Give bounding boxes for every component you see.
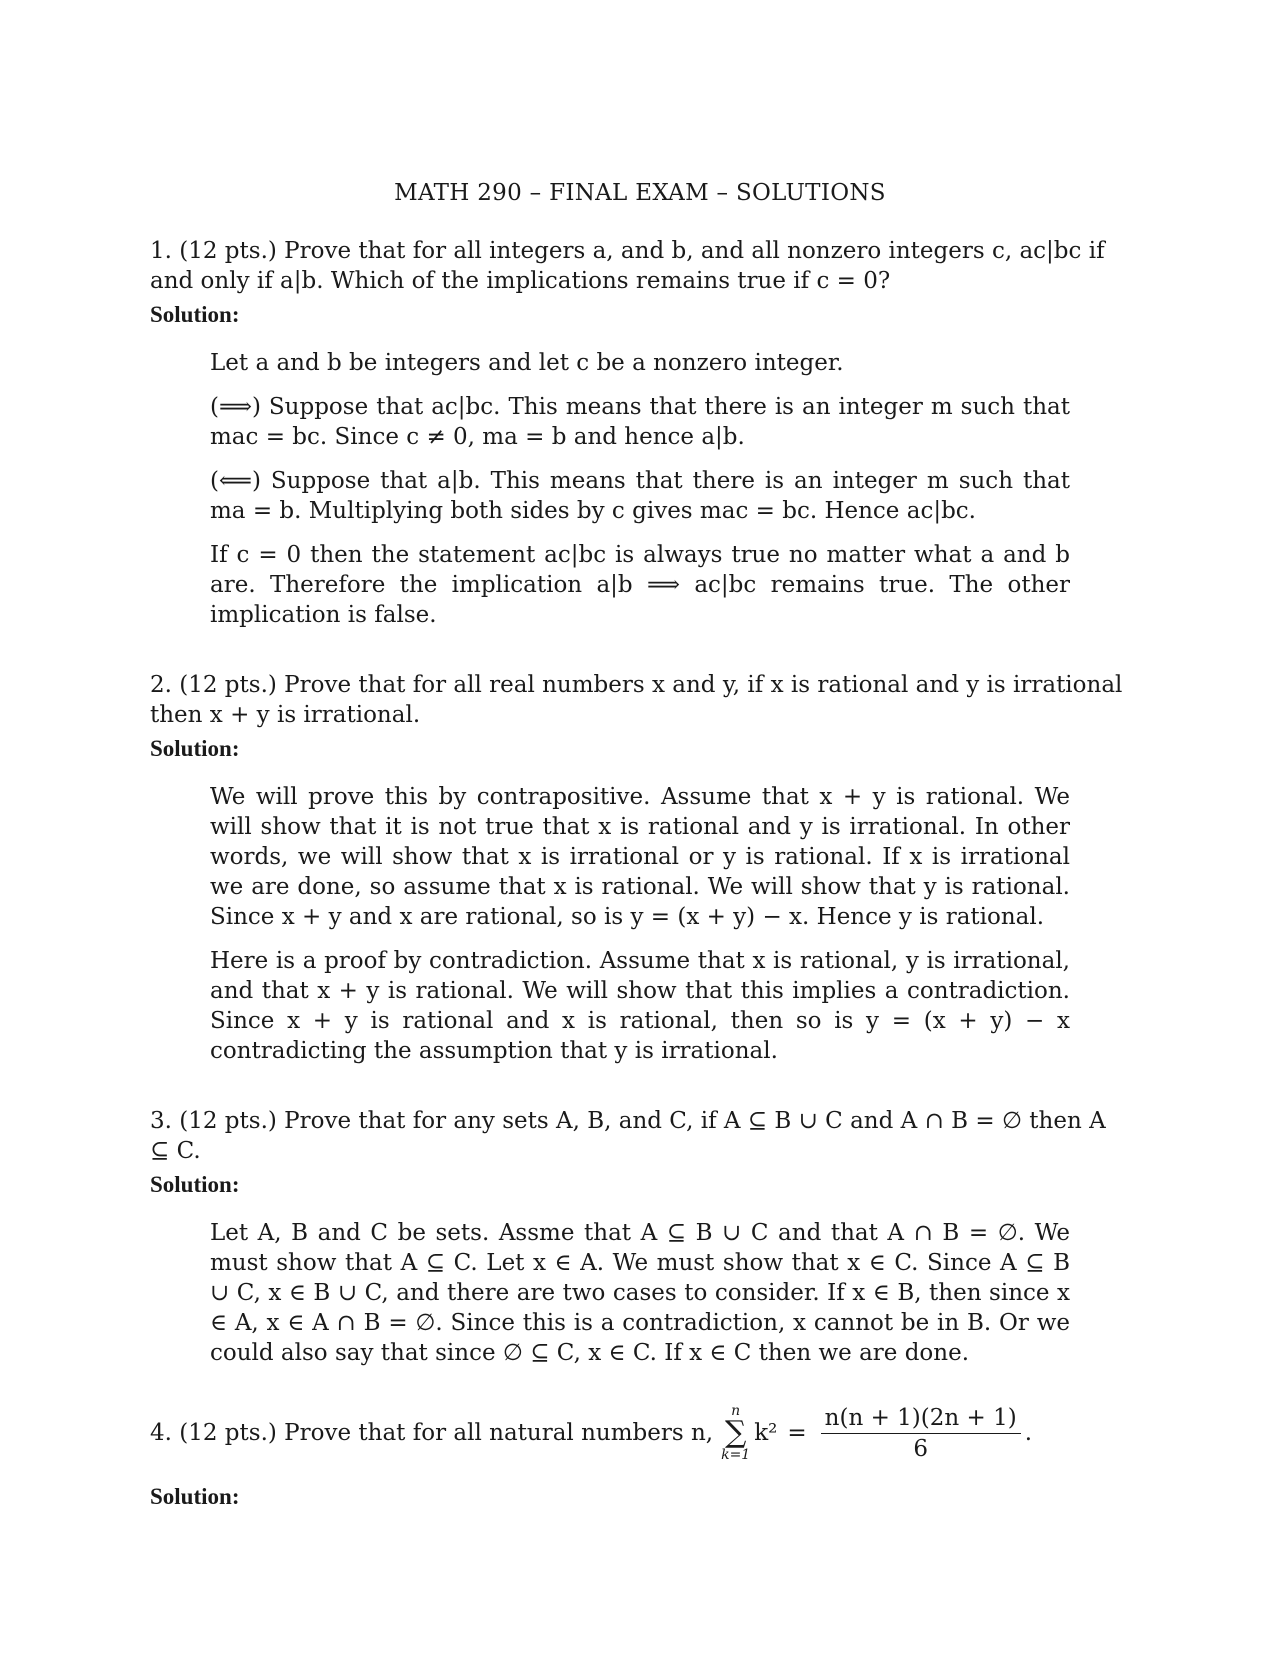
problem-1 xyxy=(150,236,1130,630)
solution-label: Solution: xyxy=(150,1484,240,1509)
page-title: MATH 290 – FINAL EXAM – SOLUTIONS xyxy=(394,180,886,206)
solution-paragraph: Here is a proof by contradiction. Assume that x is rational, y is irrational, and that x + y is rational. We will show that this implies a contradiction. Since x + y is rational and x is rational, then so is y = (x + y) − x contradicting the assumption that y is irrational. xyxy=(210,948,1070,1064)
period: . xyxy=(1024,1420,1033,1446)
problem-1-solution xyxy=(210,348,1070,630)
solution-paragraph: Let a and b be integers and let c be a nonzero integer. xyxy=(210,350,844,376)
problem-2-solution xyxy=(210,782,1070,1066)
fraction xyxy=(821,1405,1021,1462)
solution-paragraph: (⟹) Suppose that ac|bc. This means that there is an integer m such that mac = bc. Since c ≠ 0, ma = b and hence a|b. xyxy=(210,394,1070,450)
problem-3-prompt: 3. (12 pts.) Prove that for any sets A, B, and C, if A ⊆ B ∪ C and A ∩ B = ∅ then A ⊆ C. xyxy=(150,1108,1106,1164)
problem-2 xyxy=(150,670,1130,1066)
sum-lower-limit: k=1 xyxy=(721,1447,751,1463)
fraction-numerator: n(n + 1)(2n + 1) xyxy=(821,1405,1021,1434)
equals-sign: = xyxy=(787,1420,807,1446)
problem-3 xyxy=(150,1106,1130,1368)
solution-label: Solution: xyxy=(150,302,240,327)
solution-paragraph: If c = 0 then the statement ac|bc is always true no matter what a and b are. Therefore the implication a|b ⟹ ac|bc remains true. The other implication is false. xyxy=(210,542,1070,628)
problem-2-prompt: 2. (12 pts.) Prove that for all real numbers x and y, if x is rational and y is irrational then x + y is irrational. xyxy=(150,672,1123,728)
summand: k² xyxy=(754,1420,778,1446)
solution-paragraph: We will prove this by contrapositive. Assume that x + y is rational. We will show that it is not true that x is rational and y is irrational. In other words, we will show that x is irrational or y is rational. If x is irrational we are done, so assume that x is rational. We will show that y is rational. Since x + y and x are rational, so is y = (x + y) − x. Hence y is rational. xyxy=(210,784,1070,930)
problem-4 xyxy=(150,1404,1130,1512)
sigma-symbol: ∑ xyxy=(724,1415,747,1450)
problem-3-solution xyxy=(210,1218,1070,1368)
exam-page xyxy=(150,180,1130,1552)
solution-label: Solution: xyxy=(150,1172,240,1197)
solution-paragraph: (⟸) Suppose that a|b. This means that there is an integer m such that ma = b. Multiplying both sides by c gives mac = bc. Hence ac|bc. xyxy=(210,468,1070,524)
fraction-denominator: 6 xyxy=(913,1435,928,1462)
sum-upper-limit: n xyxy=(731,1403,741,1419)
problem-4-text: 4. (12 pts.) Prove that for all natural numbers n, xyxy=(150,1420,714,1446)
problem-1-prompt: 1. (12 pts.) Prove that for all integers a, and b, and all nonzero integers c, ac|bc if and only if a|b. Which of the implications remains true if c = 0? xyxy=(150,238,1105,294)
problem-4-prompt xyxy=(150,1404,1130,1462)
solution-label: Solution: xyxy=(150,736,240,761)
solution-paragraph: Let A, B and C be sets. Assme that A ⊆ B ∪ C and that A ∩ B = ∅. We must show that A ⊆ C. Let x ∈ A. We must show that x ∈ C. Since A ⊆ B ∪ C, x ∈ B ∪ C, and there are two cases to consider. If x ∈ B, then since x ∈ A, x ∈ A ∩ B = ∅. Since this is a contradiction, x cannot be in B. Or we could also say that since ∅ ⊆ C, x ∈ C. If x ∈ C then we are done. xyxy=(210,1220,1070,1366)
summation xyxy=(721,1404,750,1462)
